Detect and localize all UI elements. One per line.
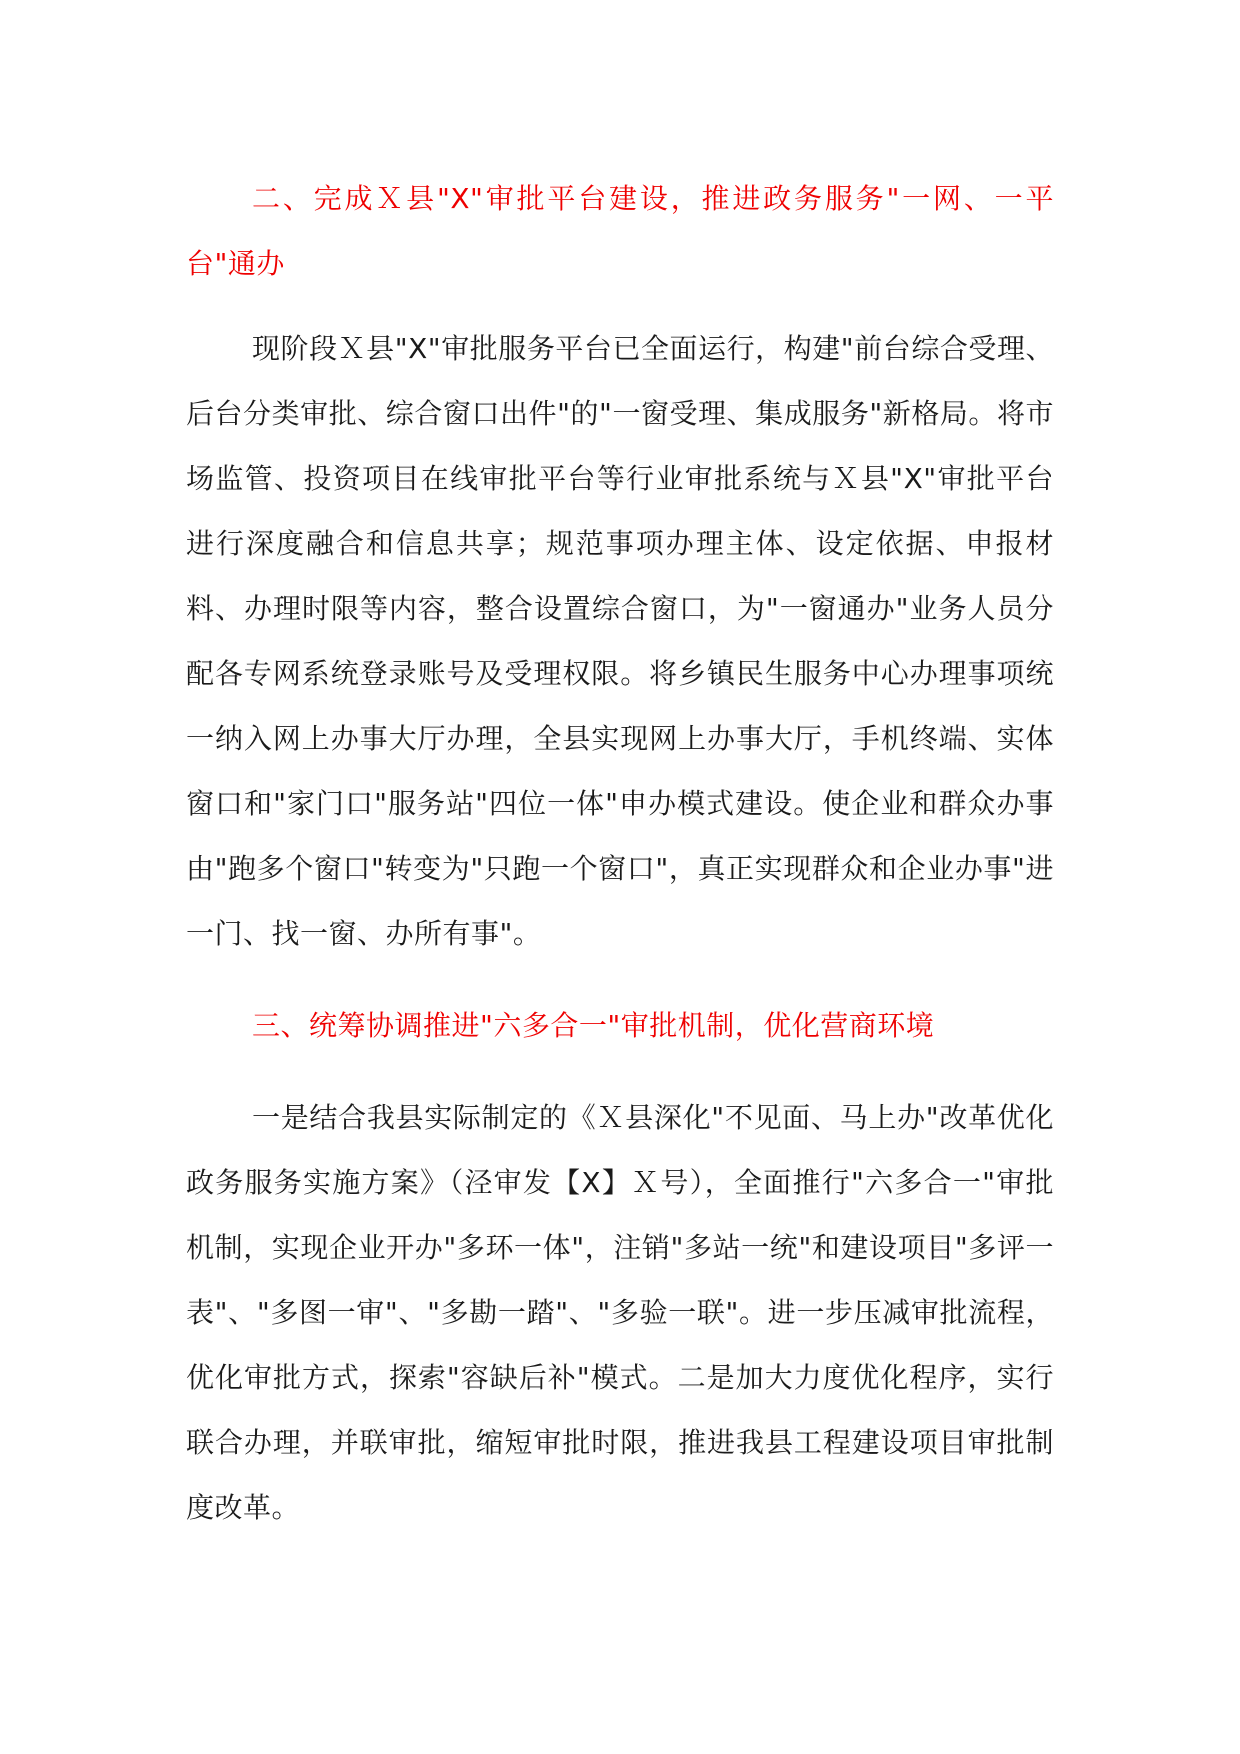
- section-heading-3: 三、统筹协调推进"六多合一"审批机制，优化营商环境: [252, 1009, 935, 1042]
- document-body: [186, 166, 1054, 1540]
- section-3-paragraph: 一是结合我县实际制定的《Ｘ县深化"不见面、马上办"改革优化政务服务实施方案》（泾审发【X】Ｘ号），全面推行"六多合一"审批机制，实现企业开办"多环一体"，注销"多站一统"和建设项目"多评一表"、"多图一审"、"多勘一踏"、"多验一联"。进一步压减审批流程，优化审批方式，探索"容缺后补"模式。二是加大力度优化程序，实行联合办理，并联审批，缩短审批时限，推进我县工程建设项目审批制度改革。: [186, 1101, 1054, 1524]
- section-2-paragraph: 现阶段Ｘ县"X"审批服务平台已全面运行，构建"前台综合受理、后台分类审批、综合窗口出件"的"一窗受理、集成服务"新格局。将市场监管、投资项目在线审批平台等行业审批系统与Ｘ县"X"审批平台进行深度融合和信息共享；规范事项办理主体、设定依据、申报材料、办理时限等内容，整合设置综合窗口，为"一窗通办"业务人员分配各专网系统登录账号及受理权限。将乡镇民生服务中心办理事项统一纳入网上办事大厅办理，全县实现网上办事大厅，手机终端、实体窗口和"家门口"服务站"四位一体"申办模式建设。使企业和群众办事由"跑多个窗口"转变为"只跑一个窗口"，真正实现群众和企业办事"进一门、找一窗、办所有事"。: [186, 332, 1054, 950]
- section-heading-2: 二、完成Ｘ县"X"审批平台建设，推进政务服务"一网、一平台"通办: [186, 182, 1054, 280]
